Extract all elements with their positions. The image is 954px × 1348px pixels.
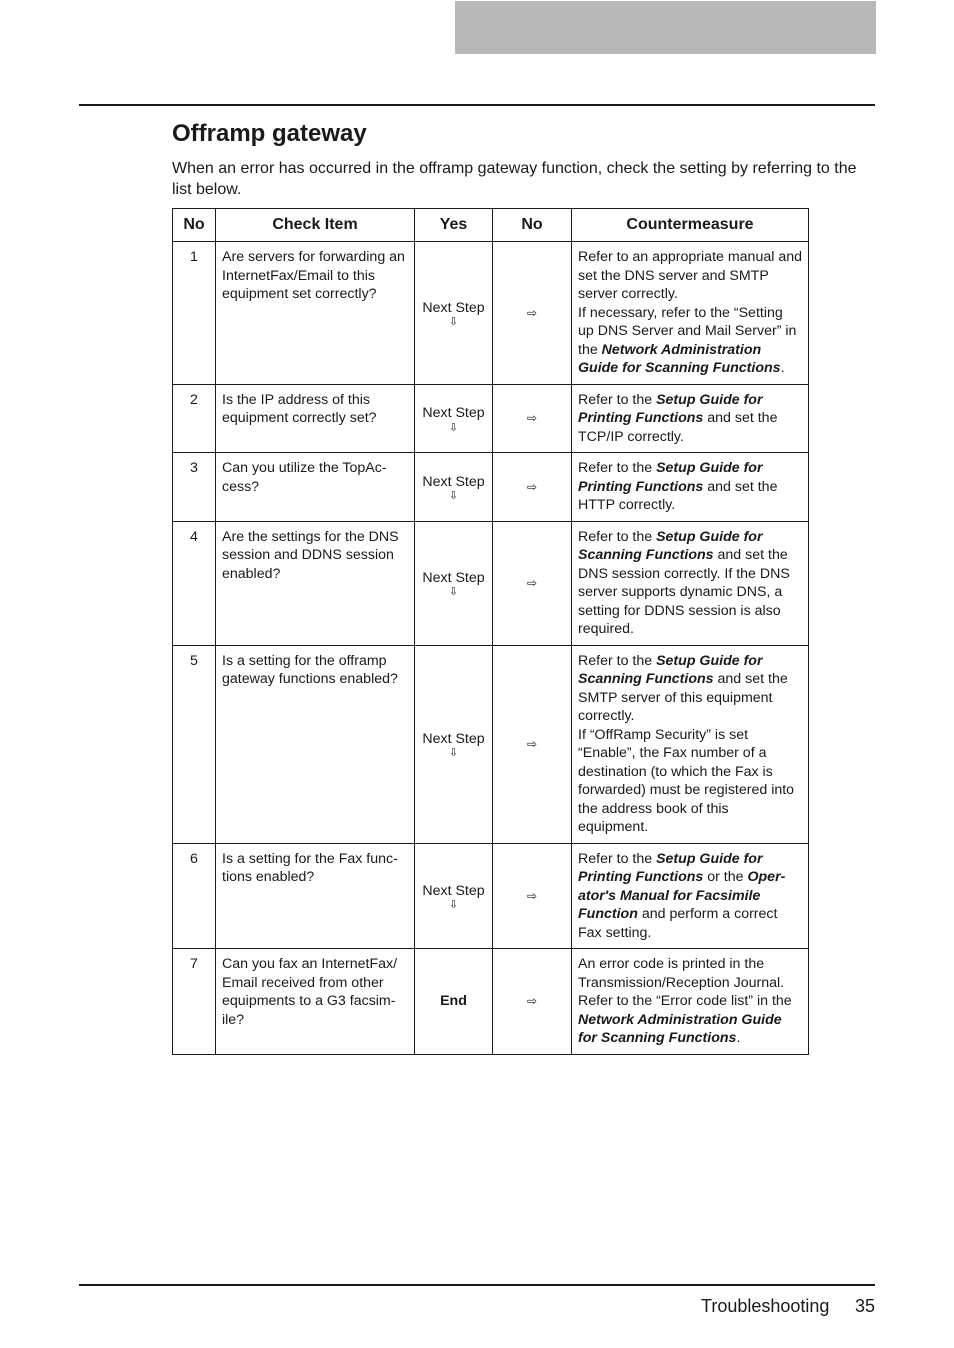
top-divider — [79, 104, 875, 106]
manual-reference: Setup Guide for Scanning Functions — [578, 652, 763, 687]
countermeasure-text: and set the SMTP server of this equipment correctly. — [578, 671, 788, 724]
column-header-no-result: No — [493, 209, 572, 242]
yes-result — [415, 645, 493, 843]
no-result — [493, 453, 572, 522]
table-row — [173, 242, 809, 385]
manual-reference: Setup Guide for Printing Functions — [578, 460, 763, 495]
column-header-yes: Yes — [415, 209, 493, 242]
table-row — [173, 645, 809, 843]
right-arrow-icon: ⇨ — [526, 736, 538, 751]
header-bar — [455, 1, 876, 54]
column-header-no: No — [173, 209, 216, 242]
manual-reference: Setup Guide for Printing Functions — [578, 391, 763, 426]
check-item: Is a setting for the offramp gateway functions enabled? — [216, 645, 415, 843]
table-row — [173, 384, 809, 453]
countermeasure-text: or the — [703, 869, 748, 885]
right-arrow-icon: ⇨ — [526, 411, 538, 425]
manual-reference: Network Administration Guide for Scanning Functions — [578, 1011, 782, 1046]
down-arrow-icon: ⇩ — [448, 316, 459, 328]
yes-result — [415, 242, 493, 385]
no-result — [493, 384, 572, 453]
countermeasure-text: and set the DNS session correctly. If the DNS server supports dynamic DNS, a setting for DDNS session is also required. — [578, 547, 790, 637]
next-step-label: Next Step — [422, 405, 485, 421]
countermeasure — [572, 521, 809, 645]
countermeasure-text: Refer to the — [578, 652, 657, 669]
manual-reference: Network Administration Guide for Scanning Functions — [578, 341, 781, 376]
check-item: Are servers for forwarding an InternetFax/Email to this equipment set correctly? — [216, 242, 415, 385]
countermeasure-text: If necessary, refer to the “Setting up DNS Server and Mail Server” in the — [578, 304, 797, 358]
footer-page-number: 35 — [855, 1296, 876, 1316]
manual-reference: Setup Guide for Printing Functions — [578, 850, 763, 885]
countermeasure-text: If “OffRamp Security” is set “Enable”, the Fax number of a destination (to which the Fax is forwarded) must be registered into the address book of this equipment. — [578, 726, 795, 835]
countermeasure-text: and set the TCP/IP correctly. — [578, 410, 778, 445]
countermeasure — [572, 949, 809, 1055]
yes-result — [415, 521, 493, 645]
check-item: Are the settings for the DNS session and DDNS session enabled? — [216, 521, 415, 645]
down-arrow-icon: ⇩ — [448, 899, 459, 911]
no-result — [493, 521, 572, 645]
table-row — [173, 521, 809, 645]
countermeasure-text: An error code is printed in the Transmission/Reception Journal. Refer to the “Error code list” in the — [578, 956, 792, 1009]
check-item: Can you utilize the TopAc-cess? — [216, 453, 415, 522]
countermeasure-text: Refer to an appropriate manual and set the DNS server and SMTP server correctly. — [578, 249, 802, 302]
manual-reference: Setup Guide for Scanning Functions — [578, 528, 763, 563]
check-item: Is a setting for the Fax func-tions enabled? — [216, 843, 415, 949]
row-number: 1 — [173, 242, 216, 385]
no-result — [493, 242, 572, 385]
check-item: Can you fax an InternetFax/ Email received from other equipments to a G3 facsim-ile? — [216, 949, 415, 1055]
right-arrow-icon: ⇨ — [526, 888, 538, 903]
next-step-label: Next Step — [422, 882, 485, 899]
countermeasure-text: and set the HTTP correctly. — [578, 478, 778, 513]
table-body — [173, 242, 809, 1055]
down-arrow-icon: ⇩ — [448, 586, 459, 599]
table-row — [173, 949, 809, 1055]
table-header-row — [173, 209, 809, 242]
right-arrow-icon: ⇨ — [526, 305, 538, 320]
countermeasure-text: Refer to the — [578, 850, 657, 867]
countermeasure — [572, 384, 809, 453]
yes-result — [415, 949, 493, 1055]
down-arrow-icon: ⇩ — [448, 421, 459, 434]
row-number: 2 — [173, 384, 216, 453]
right-arrow-icon: ⇨ — [526, 994, 538, 1008]
manual-reference: Oper-ator's Manual for Facsimile Function — [578, 869, 786, 922]
page-title: Offramp gateway — [172, 120, 367, 147]
bottom-divider — [79, 1284, 875, 1286]
countermeasure-text: . — [780, 360, 785, 376]
countermeasure — [572, 645, 809, 843]
table-row — [173, 843, 809, 949]
right-arrow-icon: ⇨ — [526, 575, 538, 590]
troubleshooting-table — [172, 208, 809, 1055]
countermeasure-text: Refer to the — [578, 460, 657, 476]
countermeasure — [572, 453, 809, 522]
row-number: 4 — [173, 521, 216, 645]
footer-section-name: Troubleshooting — [701, 1296, 830, 1316]
countermeasure — [572, 242, 809, 385]
table-row — [173, 453, 809, 522]
no-result — [493, 843, 572, 949]
right-arrow-icon: ⇨ — [526, 479, 538, 494]
check-item: Is the IP address of this equipment correctly set? — [216, 384, 415, 453]
row-number: 6 — [173, 843, 216, 949]
intro-text: When an error has occurred in the offramp gateway function, check the setting by referring to the list below. — [172, 160, 857, 198]
next-step-label: Next Step — [422, 569, 485, 586]
column-header-countermeasure: Countermeasure — [572, 209, 809, 242]
down-arrow-icon: ⇩ — [448, 490, 459, 502]
down-arrow-icon: ⇩ — [448, 747, 459, 760]
row-number: 5 — [173, 645, 216, 843]
yes-result — [415, 384, 493, 453]
next-step-label: Next Step — [422, 730, 485, 747]
countermeasure-text: and perform a correct Fax setting. — [578, 906, 778, 941]
row-number: 7 — [173, 949, 216, 1055]
yes-result — [415, 843, 493, 949]
row-number: 3 — [173, 453, 216, 522]
next-step-label: Next Step — [422, 473, 485, 490]
countermeasure-text: . — [736, 1030, 741, 1046]
countermeasure-text: Refer to the — [578, 391, 657, 408]
countermeasure — [572, 843, 809, 949]
next-step-label: Next Step — [422, 299, 485, 316]
yes-result — [415, 453, 493, 522]
column-header-check-item: Check Item — [216, 209, 415, 242]
no-result — [493, 645, 572, 843]
end-label: End — [440, 993, 467, 1009]
no-result — [493, 949, 572, 1055]
countermeasure-text: Refer to the — [578, 528, 657, 545]
